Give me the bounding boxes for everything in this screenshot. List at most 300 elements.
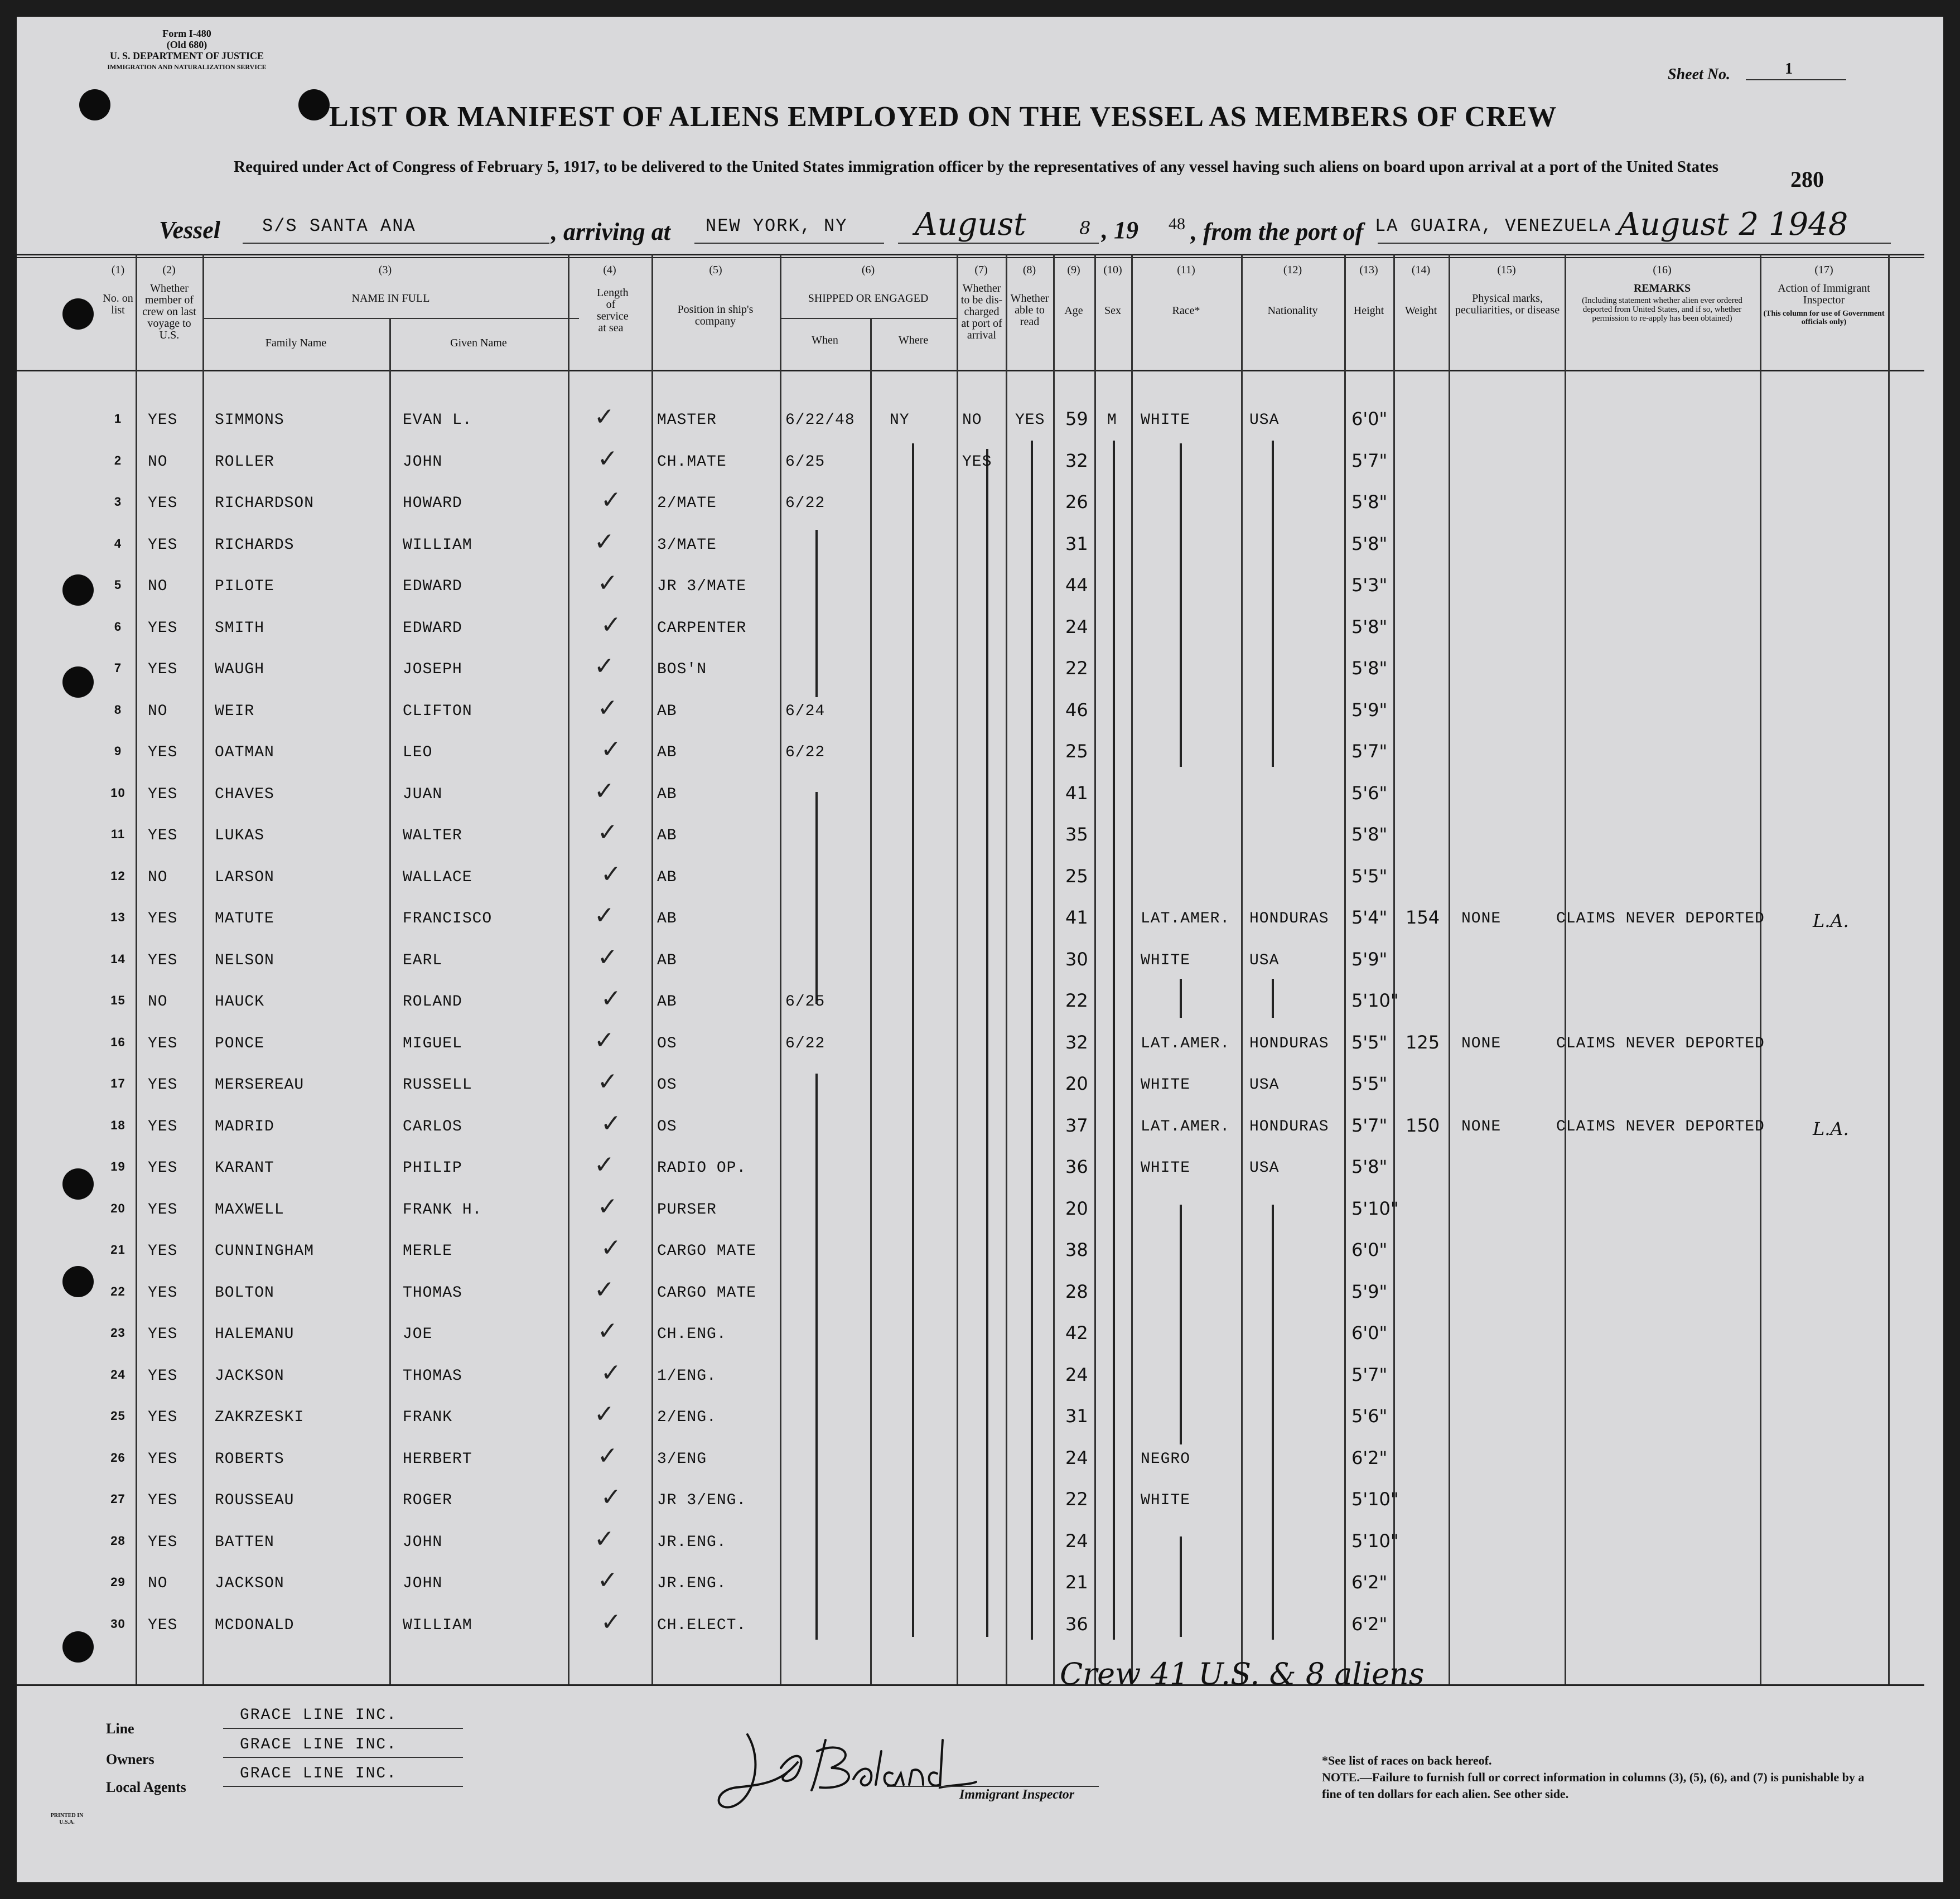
row-number: 12 [110,868,125,883]
col-head-read: Whether able to read [1010,292,1049,328]
given-name: JOSEPH [403,661,462,678]
member-last-voyage: YES [148,536,178,554]
inspector-rule [887,1786,1099,1787]
row-number: 28 [110,1533,125,1548]
height: 5'8" [1351,616,1388,637]
given-name: THOMAS [403,1284,462,1302]
table-row [17,569,1924,616]
row-number: 19 [110,1159,125,1173]
physical-marks: NONE [1461,1118,1502,1135]
length-of-service-check-icon: ✓ [597,444,618,473]
member-last-voyage: NO [148,453,168,471]
col-num-3: (3) [378,264,392,276]
from-port-label: , from the port of [1191,218,1364,245]
height: 5'6" [1351,1405,1388,1427]
age: 32 [1065,1031,1088,1053]
row-number: 16 [110,1035,125,1049]
arrival-day: 8 [1079,218,1091,239]
height: 5'8" [1351,533,1388,554]
position: AB [657,702,677,720]
row-number: 15 [110,993,125,1007]
given-name: WILLIAM [403,1616,472,1634]
position: 2/MATE [657,495,717,512]
race: WHITE [1141,1076,1191,1094]
member-last-voyage: NO [148,702,168,720]
length-of-service-check-icon: ✓ [597,1192,618,1221]
table-row [17,818,1924,865]
age: 32 [1065,450,1088,471]
family-name: ROLLER [215,453,274,471]
given-name: PHILIP [403,1159,462,1177]
table-row [17,652,1924,699]
age: 22 [1065,1489,1088,1510]
member-last-voyage: YES [148,1159,178,1177]
row-number: 25 [110,1409,125,1423]
arrival-month: August [915,206,1026,243]
table-row [17,735,1924,782]
given-name: FRANK [403,1409,453,1426]
height: 5'7" [1351,741,1388,762]
arriving-line [694,243,884,244]
member-last-voyage: YES [148,1118,178,1135]
row-number: 10 [110,785,125,800]
height: 5'10" [1351,1530,1399,1552]
form-old-number: (Old 680) [166,39,207,50]
position: AB [657,744,677,761]
member-last-voyage: YES [148,827,178,844]
binder-hole [79,89,110,120]
given-name: JOE [403,1326,433,1343]
shipped-when: 6/22 [785,495,825,512]
table-row [17,693,1924,741]
crew-table [17,254,1943,1707]
col-num-5: (5) [709,264,722,276]
position: CH.MATE [657,453,727,471]
given-name: EDWARD [403,578,462,595]
arriving-label: , arriving at [551,218,670,245]
row-number: 5 [114,578,122,592]
row-number: 18 [110,1118,125,1132]
length-of-service-check-icon: ✓ [597,1441,618,1470]
col-head-weight: Weight [1404,305,1437,317]
col-head-family: Family Name [265,337,327,349]
height: 5'8" [1351,491,1388,513]
length-of-service-check-icon: ✓ [601,735,621,764]
row-number: 4 [114,536,122,550]
height: 5'9" [1351,948,1388,970]
table-row [17,901,1924,948]
member-last-voyage: YES [148,1201,178,1219]
remarks: CLAIMS NEVER DEPORTED [1556,1118,1765,1135]
length-of-service-check-icon: ✓ [594,403,615,431]
table-top-rule [17,254,1924,255]
table-top-rule [17,257,1924,258]
given-name: WALTER [403,827,462,844]
given-name: FRANCISCO [403,910,493,927]
height: 5'7" [1351,450,1388,471]
name-subheader-rule [202,318,579,319]
member-last-voyage: YES [148,1367,178,1385]
table-row [17,859,1924,907]
given-name: EARL [403,951,443,969]
family-name: JACKSON [215,1575,284,1592]
height: 5'7" [1351,1364,1388,1385]
length-of-service-check-icon: ✓ [594,1400,615,1428]
age: 28 [1065,1281,1088,1302]
height: 6'0" [1351,408,1388,429]
age: 24 [1065,1447,1088,1468]
length-of-service-check-icon: ✓ [594,652,615,680]
age: 30 [1065,948,1088,970]
family-name: JACKSON [215,1367,284,1385]
date-line [898,243,1099,244]
given-name: HERBERT [403,1450,472,1468]
position: 3/ENG [657,1450,707,1468]
age: 41 [1065,782,1088,804]
position: CH.ELECT. [657,1616,747,1634]
age: 46 [1065,699,1088,721]
family-name: RICHARDS [215,536,295,554]
weight: 154 [1406,907,1440,928]
nationality: HONDURAS [1249,1118,1329,1135]
given-name: JOHN [403,1533,443,1551]
table-row [17,1317,1924,1364]
length-of-service-check-icon: ✓ [594,1275,615,1304]
length-of-service-check-icon: ✓ [597,943,618,972]
table-row [17,1566,1924,1613]
family-name: BOLTON [215,1284,274,1302]
position: AB [657,951,677,969]
length-of-service-check-icon: ✓ [601,1607,621,1636]
length-of-service-check-icon: ✓ [594,1524,615,1553]
length-of-service-check-icon: ✓ [597,569,618,597]
position: OS [657,1118,677,1135]
col-head-nationality: Nationality [1267,305,1318,317]
family-name: HAUCK [215,993,265,1011]
inspector-action: L.A. [1813,910,1849,931]
shipped-when: 6/22 [785,1035,825,1052]
given-name: CARLOS [403,1118,462,1135]
page-title: LIST OR MANIFEST OF ALIENS EMPLOYED ON THE VESSEL AS MEMBERS OF CREW [329,101,1557,133]
col-num-7: (7) [974,264,988,276]
col-head-action: Action of Immigrant Inspector [1778,282,1870,306]
length-of-service-check-icon: ✓ [601,1109,621,1138]
family-name: LARSON [215,868,274,886]
departure-date: August 2 1948 [1618,206,1848,243]
race: WHITE [1141,1159,1191,1177]
family-name: ZAKRZESKI [215,1409,305,1426]
fine-note: NOTE.—Failure to furnish full or correct information in columns (3), (5), (6), and (7) is punishable by a fine of ten dollars for each alien. See other side. [1322,1770,1865,1801]
row-number: 14 [110,951,125,966]
family-name: BATTEN [215,1533,274,1551]
height: 5'5" [1351,865,1388,887]
height: 5'10" [1351,1489,1399,1510]
shipped-when: 6/22 [785,744,825,761]
col-num-4: (4) [603,264,616,276]
age: 20 [1065,1073,1088,1094]
member-last-voyage: YES [148,744,178,761]
length-of-service-check-icon: ✓ [597,1067,618,1096]
height: 5'10" [1351,1197,1399,1219]
binder-hole [298,89,330,120]
col-head-action-note: (This column for use of Government officials only) [1763,310,1885,326]
agents-value: GRACE LINE INC. [240,1765,398,1782]
from-port-value: LA GUAIRA, VENEZUELA [1375,216,1612,236]
given-name: CLIFTON [403,702,472,720]
table-row [17,1441,1924,1489]
member-last-voyage: YES [148,1076,178,1094]
owners-rule [223,1757,463,1758]
position: AB [657,868,677,886]
member-last-voyage: NO [148,993,168,1011]
length-of-service-check-icon: ✓ [601,486,621,514]
discharged: YES [962,453,992,471]
age: 44 [1065,574,1088,596]
length-of-service-check-icon: ✓ [594,1026,615,1055]
height: 5'10" [1351,990,1399,1011]
nationality: USA [1249,1159,1280,1177]
nationality: USA [1249,1076,1280,1094]
col-num-2: (2) [162,264,176,276]
age: 38 [1065,1239,1088,1260]
age: 35 [1065,824,1088,845]
row-number: 22 [110,1284,125,1298]
table-row [17,1192,1924,1239]
col-head-race: Race* [1172,305,1200,317]
family-name: LUKAS [215,827,265,844]
page-subtitle: Required under Act of Congress of February 5, 1917, to be delivered to the United States immigration officer by the representatives of any vessel having such aliens on board upon arrival at a port of the United States [234,158,1718,176]
family-name: WEIR [215,702,255,720]
arriving-value: NEW YORK, NY [706,216,848,236]
member-last-voyage: YES [148,1243,178,1260]
row-number: 3 [114,495,122,509]
age: 36 [1065,1156,1088,1177]
given-name: LEO [403,744,433,761]
col-num-17: (17) [1814,264,1833,276]
year-suffix: 48 [1169,215,1185,233]
form-number: Form I-480 [162,28,211,39]
family-name: RICHARDSON [215,495,315,512]
family-name: WAUGH [215,661,265,678]
family-name: OATMAN [215,744,274,761]
given-name: JUAN [403,785,443,803]
member-last-voyage: YES [148,661,178,678]
given-name: ROGER [403,1492,453,1509]
length-of-service-check-icon: ✓ [594,901,615,930]
family-name: SMITH [215,619,265,637]
family-name: CHAVES [215,785,274,803]
position: BOS'N [657,661,707,678]
age: 24 [1065,1530,1088,1552]
position: AB [657,993,677,1011]
shipped-when: 6/25 [785,453,825,471]
member-last-voyage: YES [148,1616,178,1634]
row-number: 9 [114,744,122,758]
family-name: SIMMONS [215,412,284,429]
race: LAT.AMER. [1141,1118,1230,1135]
sheet-number: 1 [1785,60,1793,78]
col-head-no: No. on list [103,292,133,316]
family-name: MERSEREAU [215,1076,305,1094]
position: CH.ENG. [657,1326,727,1343]
age: 36 [1065,1613,1088,1635]
physical-marks: NONE [1461,1035,1502,1052]
remarks: CLAIMS NEVER DEPORTED [1556,910,1765,927]
age: 41 [1065,907,1088,928]
length-of-service-check-icon: ✓ [597,818,618,847]
table-row [17,776,1924,824]
line-label: Line [106,1721,134,1737]
family-name: ROBERTS [215,1450,284,1468]
discharged: NO [962,412,982,429]
row-number: 11 [110,827,125,841]
given-name: HOWARD [403,495,462,512]
col-num-8: (8) [1022,264,1036,276]
member-last-voyage: YES [148,910,178,927]
race: WHITE [1141,951,1191,969]
races-note: *See list of races on back hereof. [1322,1753,1492,1767]
crew-total-note: Crew 41 U.S. & 8 aliens [1060,1656,1425,1692]
position: CARGO MATE [657,1243,757,1260]
member-last-voyage: YES [148,1492,178,1509]
age: 26 [1065,491,1088,513]
age: 25 [1065,865,1088,887]
age: 21 [1065,1572,1088,1593]
row-number: 6 [114,619,122,634]
position: JR.ENG. [657,1533,727,1551]
family-name: CUNNINGHAM [215,1243,315,1260]
col-head-physical: Physical marks, peculiarities, or disease [1455,292,1560,316]
weight: 150 [1406,1114,1440,1136]
col-head-age: Age [1064,305,1083,317]
agents-label: Local Agents [106,1779,186,1795]
table-row [17,1109,1924,1156]
height: 5'8" [1351,824,1388,845]
race: WHITE [1141,1492,1191,1509]
family-name: HALEMANU [215,1326,295,1343]
height: 5'4" [1351,907,1388,928]
position: JR 3/ENG. [657,1492,747,1509]
position: 1/ENG. [657,1367,717,1385]
table-row [17,403,1924,450]
member-last-voyage: YES [148,495,178,512]
row-number: 29 [110,1575,125,1589]
shipped-subheader-rule [780,318,958,319]
vessel-value: S/S SANTA ANA [262,216,416,236]
physical-marks: NONE [1461,910,1502,927]
col-head-remarks-note: (Including statement whether alien ever ordered deported from United States, and if so, whether permission to re-apply has been obtained) [1582,296,1742,323]
agents-rule [223,1786,463,1787]
vessel-line [243,243,549,244]
remarks: CLAIMS NEVER DEPORTED [1556,1035,1765,1052]
printed-in-usa: PRINTED IN U.S.A. [50,1813,84,1825]
length-of-service-check-icon: ✓ [597,1317,618,1345]
col-head-name: NAME IN FULL [351,292,430,305]
nationality: USA [1249,412,1280,429]
position: AB [657,785,677,803]
weight: 125 [1406,1031,1440,1053]
owners-label: Owners [106,1751,155,1767]
length-of-service-check-icon: ✓ [601,984,621,1013]
member-last-voyage: YES [148,412,178,429]
row-number: 1 [114,412,122,426]
table-bottom-rule [17,1684,1924,1686]
member-last-voyage: YES [148,1533,178,1551]
nationality: HONDURAS [1249,1035,1329,1052]
race: LAT.AMER. [1141,1035,1230,1052]
member-last-voyage: YES [148,1450,178,1468]
race: LAT.AMER. [1141,910,1230,927]
footer-notes [1322,1752,1880,1803]
row-number: 21 [110,1243,125,1257]
col-num-14: (14) [1411,264,1431,276]
given-name: EVAN L. [403,412,472,429]
height: 6'2" [1351,1447,1388,1468]
inspector-label: Immigrant Inspector [959,1787,1075,1802]
col-head-given: Given Name [450,337,507,349]
sheet-number-line [1746,79,1846,80]
row-number: 13 [110,910,125,924]
line-rule [223,1728,463,1729]
table-row [17,1275,1924,1322]
given-name: ROLAND [403,993,462,1011]
table-row [17,1483,1924,1530]
table-row [17,610,1924,658]
table-row [17,943,1924,990]
year-label: , 19 [1102,216,1138,244]
nationality: USA [1249,951,1280,969]
length-of-service-check-icon: ✓ [594,527,615,556]
height: 5'9" [1351,1281,1388,1302]
given-name: FRANK H. [403,1201,482,1219]
inspector-signature [714,1729,982,1818]
given-name: RUSSELL [403,1076,472,1094]
member-last-voyage: YES [148,619,178,637]
height: 6'0" [1351,1239,1388,1260]
position: JR 3/MATE [657,578,747,595]
length-of-service-check-icon: ✓ [601,1358,621,1387]
age: 31 [1065,1405,1088,1427]
col-num-9: (9) [1067,264,1080,276]
col-head-shipped: SHIPPED OR ENGAGED [808,292,929,305]
given-name: MERLE [403,1243,453,1260]
family-name: MADRID [215,1118,274,1135]
sex: M [1107,412,1117,429]
row-number: 8 [114,702,122,717]
age: 22 [1065,658,1088,679]
table-row [17,1607,1924,1655]
height: 5'8" [1351,1156,1388,1177]
shipped-when: 6/25 [785,993,825,1011]
member-last-voyage: YES [148,1035,178,1052]
position: AB [657,910,677,927]
age: 22 [1065,990,1088,1011]
col-head-where: Where [898,334,929,346]
family-name: MAXWELL [215,1201,284,1219]
col-head-height: Height [1353,305,1384,317]
family-name: ROUSSEAU [215,1492,295,1509]
col-head-sex: Sex [1104,305,1121,317]
able-to-read: YES [1015,412,1045,429]
col-head-service: Length of service at sea [597,287,629,334]
position: JR.ENG. [657,1575,727,1592]
length-of-service-check-icon: ✓ [601,859,621,888]
age: 59 [1065,408,1088,429]
row-number: 26 [110,1450,125,1465]
table-row [17,486,1924,533]
given-name: JOHN [403,453,443,471]
table-row [17,1151,1924,1197]
